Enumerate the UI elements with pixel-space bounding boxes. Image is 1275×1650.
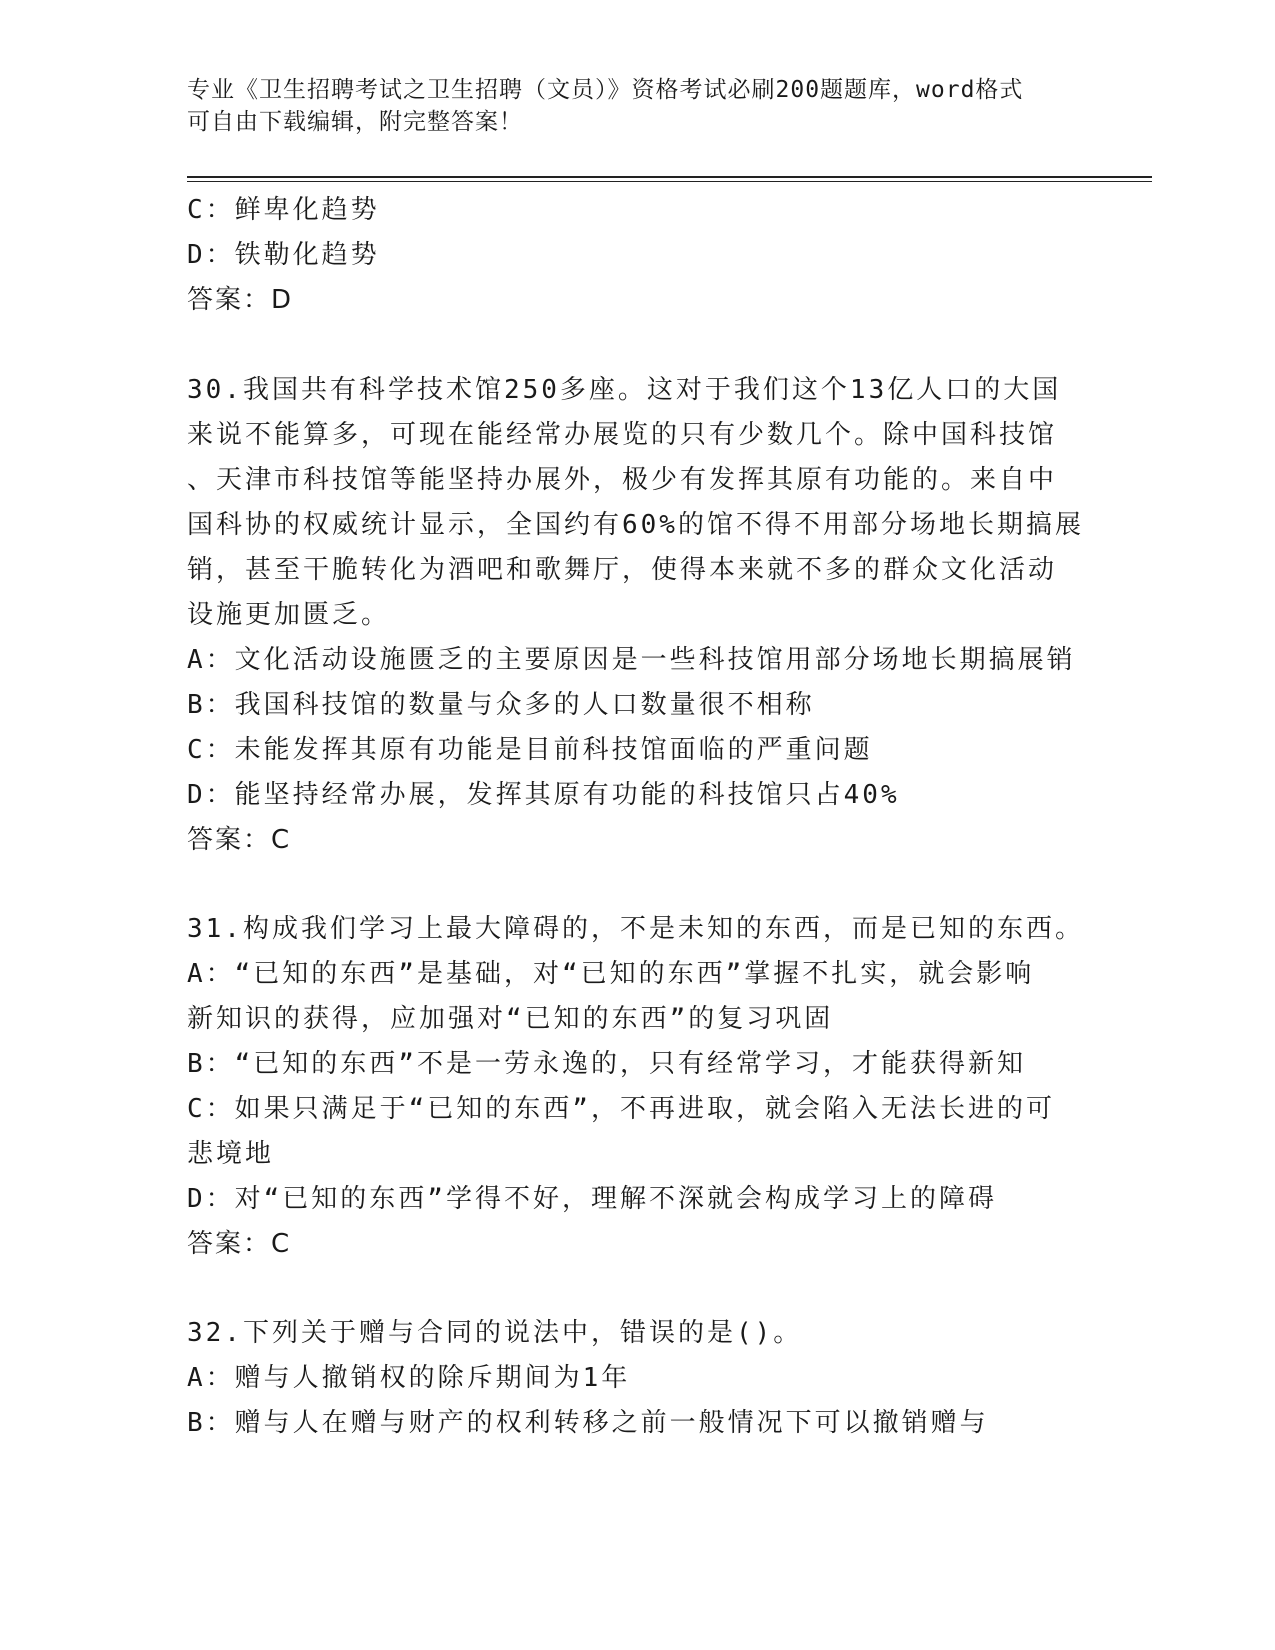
question-stem-line: 30.我国共有科学技术馆250多座。这对于我们这个13亿人口的大国 <box>187 375 1062 405</box>
document-body <box>187 188 1087 1446</box>
option-b: B：我国科技馆的数量与众多的人口数量很不相称 <box>187 690 815 720</box>
question-stem-line: 、天津市科技馆等能坚持办展外，极少有发挥其原有功能的。来自中 <box>187 465 1058 495</box>
question-stem-line: 来说不能算多，可现在能经常办展览的只有少数几个。除中国科技馆 <box>187 420 1058 450</box>
option-c: C：未能发挥其原有功能是目前科技馆面临的严重问题 <box>187 735 873 765</box>
question-stem: 31.构成我们学习上最大障碍的，不是未知的东西，而是已知的东西。 <box>187 914 1084 944</box>
option-a: A：“已知的东西”是基础，对“已知的东西”掌握不扎实，就会影响 <box>187 959 1035 989</box>
spacer <box>187 323 1087 368</box>
spacer <box>187 1267 1087 1311</box>
option-b: B：赠与人在赠与财产的权利转移之前一般情况下可以撤销赠与 <box>187 1408 989 1438</box>
header-divider-thin <box>187 181 1152 182</box>
header-line-1: 专业《卫生招聘考试之卫生招聘（文员）》资格考试必刷200题题库，word格式 <box>187 77 1024 103</box>
answer-line: 答案：C <box>187 825 292 855</box>
option-d: D：能坚持经常办展，发挥其原有功能的科技馆只占40% <box>187 780 900 810</box>
option-c-continued: 悲境地 <box>187 1139 275 1169</box>
question-32 <box>187 1311 1087 1446</box>
question-31 <box>187 907 1087 1267</box>
question-stem-line: 设施更加匮乏。 <box>187 600 391 630</box>
option-a-continued: 新知识的获得，应加强对“已知的东西”的复习巩固 <box>187 1004 834 1034</box>
option-c: C：如果只满足于“已知的东西”，不再进取，就会陷入无法长进的可 <box>187 1094 1055 1124</box>
option-d: D：对“已知的东西”学得不好，理解不深就会构成学习上的障碍 <box>187 1184 997 1214</box>
question-stem-line: 销，甚至干脆转化为酒吧和歌舞厅，使得本来就不多的群众文化活动 <box>187 555 1058 585</box>
option-a: A：文化活动设施匮乏的主要原因是一些科技馆用部分场地长期搞展销 <box>187 645 1076 675</box>
option-c: C：鲜卑化趋势 <box>187 195 380 225</box>
option-b: B：“已知的东西”不是一劳永逸的，只有经常学习，才能获得新知 <box>187 1049 1026 1079</box>
document-header <box>187 74 1087 138</box>
option-d: D：铁勒化趋势 <box>187 240 380 270</box>
answer-line: 答案：C <box>187 1229 292 1259</box>
prev-question <box>187 188 1087 323</box>
header-divider-thick <box>187 176 1152 178</box>
question-30 <box>187 368 1087 863</box>
option-a: A：赠与人撤销权的除斥期间为1年 <box>187 1363 631 1393</box>
spacer <box>187 863 1087 907</box>
answer-line: 答案：D <box>187 285 294 315</box>
header-line-2: 可自由下载编辑，附完整答案！ <box>187 109 523 135</box>
question-stem: 32.下列关于赠与合同的说法中，错误的是()。 <box>187 1318 803 1348</box>
question-stem-line: 国科协的权威统计显示，全国约有60%的馆不得不用部分场地长期搞展 <box>187 510 1084 540</box>
